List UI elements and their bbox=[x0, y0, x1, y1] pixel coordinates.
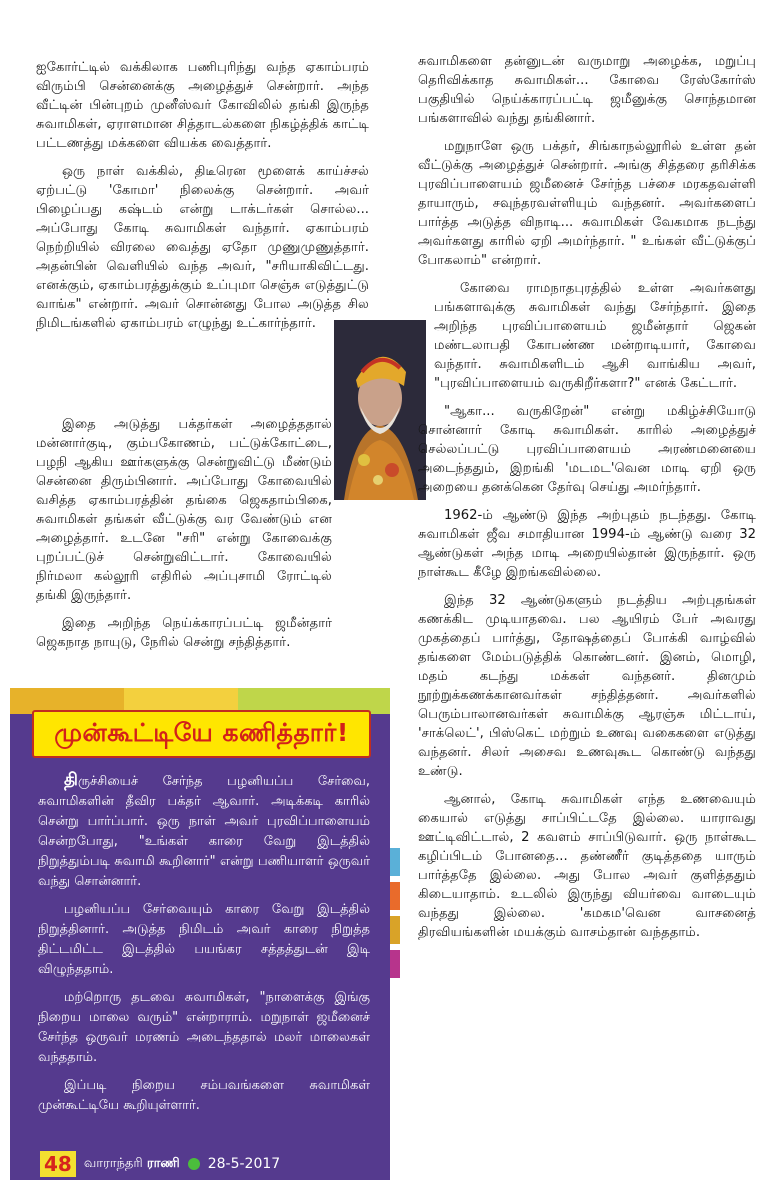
magazine-prefix: வாராந்தரி bbox=[83, 1156, 143, 1171]
box-dropcap: தி bbox=[64, 770, 78, 790]
box-paragraph-1-text: ருச்சியைச் சேர்ந்த பழனியப்ப சேர்வை, சுவாமிகளின் தீவிர பக்தர் ஆவார். அடிக்கடி காரில் சென்று பார்ப்பார். ஒரு நாள் அவர் புரவிப்பாளையம் சென்றபோது, "உங்கள் காரை வேறு இடத்தில் நிறுத்தும்படி சுவாமி கூறினார்" என்று பணியாளர் ஒருவர் வந்து சொன்னார். bbox=[38, 774, 370, 889]
left-paragraph-4: இதை அறிந்த நெய்க்காரப்பட்டி ஜமீன்தார் ஜெகநாத நாயுடு, நேரில் சென்று சந்தித்தார். bbox=[36, 616, 332, 650]
right-paragraph-3: கோவை ராமநாதபுரத்தில் உள்ள அவர்களது பங்களாவுக்கு சுவாமிகள் வந்து சேர்ந்தார். இதை அறிந்த புரவிப்பாளையம் ஜமீன்தார் ஜெகன் மண்டலாபதி கோபண்ண மன்றாடியார், கோவை வந்தார். சுவாமிகளிடம் ஆசி வாங்கிய அவர், "புரவிப்பாளையம் வருகிறீர்களா?" எனக் கேட்டார். bbox=[434, 281, 756, 391]
box-paragraph-1 bbox=[38, 770, 370, 892]
right-paragraph-4: "ஆகா... வருகிறேன்" என்று மகிழ்ச்சியோடு சொன்னார் கோடி சுவாமிகள். காரில் அழைத்துச் செல்லப்பட்டு புரவிப்பாளையம் அரண்மனையை அடைந்ததும், இறங்கி 'மடமட'வென மாடி ஏறி ஒரு அறையை தனக்கென தேர்வு செய்து அமர்ந்தார். bbox=[418, 404, 756, 495]
magazine-title: ராணி bbox=[146, 1156, 180, 1171]
left-paragraph-1: ஐகோர்ட்டில் வக்கிலாக பணிபுரிந்து வந்த ஏகாம்பரம் விரும்பி சென்னைக்கு அழைத்துச் சென்றார். அந்த வீட்டின் பின்புறம் முனீஸ்வர் கோவிலில் தங்கி இருந்த சுவாமிகள், ஏராளமான சித்தாடல்களை நிகழ்த்திக் காட்டி பட்டணத்து மக்களை வியக்க வைத்தார். bbox=[36, 60, 369, 151]
color-strip bbox=[390, 848, 400, 876]
left-column bbox=[36, 58, 369, 342]
box-paragraph-3: மற்றொரு தடவை சுவாமிகள், "நாளைக்கு இங்கு நிறைய மாலை வரும்" என்றாராம். மறுநாள் ஜமீனைச் சேர்ந்த ஒருவர் மரணம் அடைந்ததால் மலர் மாலைகள் வந்ததாம். bbox=[38, 990, 370, 1065]
right-paragraph-2: மறுநாளே ஒரு பக்தர், சிங்காநல்லூரில் உள்ள தன் வீட்டுக்கு அழைத்துச் சென்றார். அங்கு சித்தரை தரிசிக்க புரவிப்பாளையம் ஜமீனைச் சேர்ந்த பச்சை மரகதவள்ளி தாயாரும், சவுந்தரவள்ளியும் வந்தனர். அவர்களைப் பார்த்த அடுத்த விநாடி... சுவாமிகள் வேகமாக நடந்து அவர்களது காரில் ஏறி அமர்ந்தார். " உங்கள் வீட்டுக்குப் போகலாம்" என்றார். bbox=[418, 139, 756, 268]
right-column bbox=[418, 52, 756, 951]
left-column-continued bbox=[36, 415, 332, 661]
swami-photo bbox=[332, 320, 426, 500]
issue-date: 28-5-2017 bbox=[207, 1156, 281, 1172]
box-paragraph-2: பழனியப்ப சேர்வையும் காரை வேறு இடத்தில் நிறுத்தினார். அடுத்த நிமிடம் அவர் காரை நிறுத்த திட்டமிட்ட இடத்தில் பயங்கர சத்தத்துடன் இடி விழுந்ததாம். bbox=[38, 902, 370, 977]
left-paragraph-3: இதை அடுத்து பக்தர்கள் அழைத்ததால் மன்னார்குடி, கும்பகோணம், பட்டுக்கோட்டை, பழநி ஆகிய ஊர்களுக்கு சென்றுவிட்டு மீண்டும் சென்னை திரும்பினார். அப்போது கோவையில் வசித்த ஏகாம்பரத்தின் தங்கை ஜெகதாம்பிகை, சுவாமிகள் தங்கள் வீட்டுக்கு வர வேண்டும் என அழைத்தார். உடனே "சரி" என்று கோவைக்கு புறப்பட்டுச் சென்றுவிட்டார். கோவையில் நிர்மலா கல்லூரி எதிரில் அப்புசாமி ரோட்டில் தங்கி இருந்தார். bbox=[36, 417, 332, 603]
box-title: முன்கூட்டியே கணித்தார்! bbox=[32, 710, 371, 758]
right-paragraph-5: 1962-ம் ஆண்டு இந்த அற்புதம் நடந்தது. கோடி சுவாமிகள் ஜீவ சமாதியான 1994-ம் ஆண்டு வரை 32 ஆண்டுகள் அந்த மாடி அறையில்தான் இருந்தார். ஒரு நாள்கூட கீழே இறங்கவில்லை. bbox=[418, 508, 756, 580]
color-strip bbox=[390, 916, 400, 944]
green-dot-icon bbox=[188, 1158, 200, 1170]
color-strip bbox=[390, 950, 400, 978]
right-paragraph-1: சுவாமிகளை தன்னுடன் வருமாறு அழைக்க, மறுப்பு தெரிவிக்காத சுவாமிகள்... கோவை ரேஸ்கோர்ஸ் பகுதியில் நெய்க்காரப்பட்டி ஜமீனுக்கு சொந்தமான பங்களாவில் வந்து தங்கினார். bbox=[418, 54, 756, 126]
right-paragraph-6: இந்த 32 ஆண்டுகளும் நடத்திய அற்புதங்கள் கணக்கிட முடியாதவை. பல ஆயிரம் பேர் அவரது முகத்தைப் பார்த்து, தோஷத்தைப் போக்கி வாழ்வில் தங்களை மேம்படுத்திக் கொண்டனர். இனம், மொழி, மதம் கடந்து மக்கள் வந்தனர். தினமும் நூற்றுக்கணக்கானவர்கள் சந்தித்தனர். அவர்களில் பெரும்பாலானவர்கள் சுவாமிக்கு ஆரஞ்சு மிட்டாய், 'சாக்லெட்', பிஸ்கெட் மற்றும் உணவு வகைகளை எடுத்து வந்தனர். சிலர் அசைவ உணவுகூட கொண்டு வந்தது உண்டு. bbox=[418, 593, 756, 779]
box-paragraph-4: இப்படி நிறைய சம்பவங்களை சுவாமிகள் முன்கூட்டியே கூறியுள்ளார். bbox=[38, 1078, 370, 1113]
right-paragraph-7: ஆனால், கோடி சுவாமிகள் எந்த உணவையும் கையால் எடுத்து சாப்பிட்டதே இல்லை. யாராவது ஊட்டிவிட்டால், 2 கவளம் சாப்பிடுவார். ஒரு நாள்கூட கழிப்பிடம் போனதை... தண்ணீர் குடித்ததை யாரும் பார்த்ததே இல்லை. அது போல அவர் குளித்ததும் கிடையாதாம். உடலில் இருந்து வியர்வை வாடையும் வந்தது இல்லை. 'கமகம'வென வாசனைத் திரவியங்களின் மயக்கும் வாசம்தான் வந்ததாம். bbox=[418, 792, 756, 940]
side-color-strips bbox=[390, 848, 400, 1008]
box-body bbox=[38, 770, 370, 1124]
color-strip bbox=[390, 882, 400, 910]
left-paragraph-2: ஒரு நாள் வக்கில், திடீரென மூளைக் காய்ச்சல் ஏற்பட்டு 'கோமா' நிலைக்கு சென்றார். அவர் பிழைப்பது கஷ்டம் என்று டாக்டர்கள் சொல்ல... அப்போது கோடி சுவாமிகள் வந்தார். ஏகாம்பரம் நெற்றியில் விரலை வைத்து ஏதோ முணுமுணுத்தார். அதன்பின் வெளியில் வந்த அவர், "சரியாகிவிட்டது. எனக்கும், ஏகாம்பரத்துக்கும் உப்புமா செஞ்சு எடுத்துட்டு வாங்க" என்றார். அவர் சொன்னது போல அடுத்த சில நிமிடங்களில் ஏகாம்பரம் எழுந்து உட்கார்ந்தார். bbox=[36, 164, 369, 331]
page-number: 48 bbox=[40, 1151, 76, 1177]
magazine-name bbox=[84, 1156, 180, 1172]
page-footer bbox=[40, 1150, 280, 1178]
swami-portrait-image bbox=[334, 320, 426, 500]
